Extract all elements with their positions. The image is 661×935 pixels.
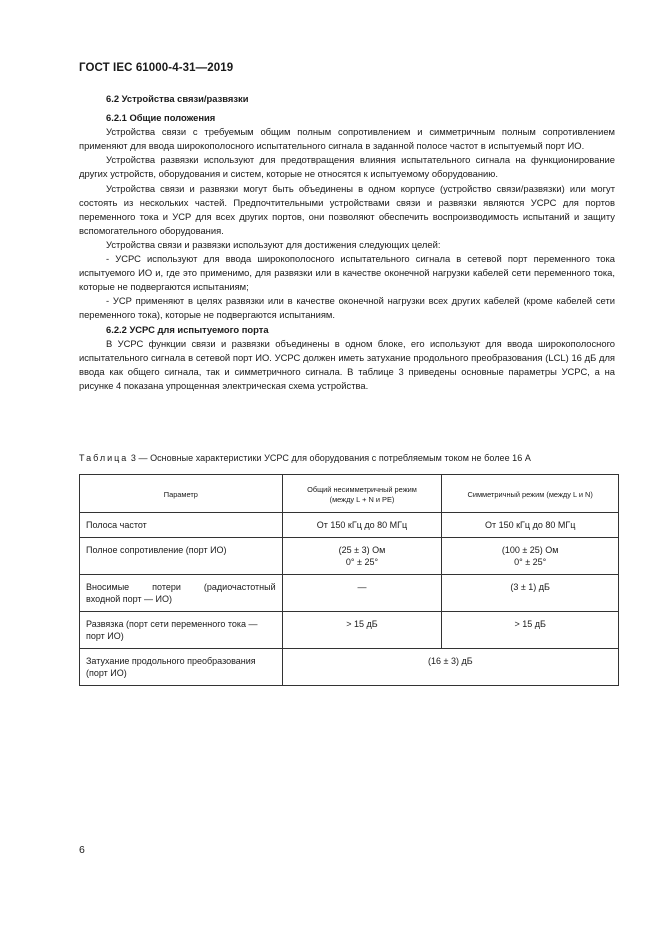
paragraph: Устройства развязки используют для предотвращения влияния испытательного сигнала на функционирование других устройств, оборудования и систем, которые не относятся к испытуемому оборудованию. <box>79 154 615 180</box>
row-param-line2: (порт ИО) <box>86 668 127 678</box>
row-param: Полное сопротивление (порт ИО) <box>80 538 283 575</box>
subsection-heading-cdn: 6.2.2 УСРС для испытуемого порта <box>106 323 269 335</box>
row-sym: (3 ± 1) дБ <box>442 575 619 612</box>
row-param <box>80 575 283 612</box>
document-header: ГОСТ IEC 61000-4-31—2019 <box>79 62 234 74</box>
header-common-line1: Общий несимметричный режим <box>307 484 417 494</box>
paragraph: Устройства связи и развязки используют для достижения следующих целей: <box>106 238 441 250</box>
table-row <box>80 575 619 612</box>
table-row <box>80 612 619 649</box>
paragraph: Устройства связи с требуемым общим полным сопротивлением и симметричным полным сопротивлением применяют для ввода широкополосного испытательного сигнала в заданной полосе частот в испытуемый порт ИО. <box>79 126 615 152</box>
header-cell-param: Параметр <box>80 475 283 513</box>
row-common: > 15 дБ <box>282 612 442 649</box>
row-param-line2: входной порт — ИО) <box>86 594 173 604</box>
section-heading: 6.2 Устройства связи/развязки <box>106 93 249 104</box>
row-common <box>282 538 442 575</box>
document-body <box>79 92 615 393</box>
row-merged-value: (16 ± 3) дБ <box>282 649 618 686</box>
table-caption <box>79 453 619 463</box>
row-param: Полоса частот <box>80 513 283 538</box>
row-param-line2: порт ИО) <box>86 631 124 641</box>
subsection-heading-general: 6.2.1 Общие положения <box>106 112 216 124</box>
row-param-line1: Развязка (порт сети переменного тока — <box>86 619 258 629</box>
row-sym <box>442 538 619 575</box>
row-sym-line2: 0° ± 25° <box>514 557 547 567</box>
row-common: От 150 кГц до 80 МГц <box>282 513 442 538</box>
header-common-line2: (между L + N и PE) <box>329 494 395 504</box>
table-row <box>80 649 619 686</box>
row-param-line1: Вносимые потери (радиочастотный <box>86 582 276 592</box>
table-caption-label: Таблица <box>79 453 129 463</box>
row-common-line2: 0° ± 25° <box>345 557 379 567</box>
row-sym-line1: (100 ± 25) Ом <box>501 545 559 555</box>
list-item: - УСР применяют в целях развязки или в качестве оконечной нагрузки всех других кабелей (кроме кабелей сети переменного тока), которые не подвергаются испытаниям. <box>79 295 615 321</box>
row-param <box>80 612 283 649</box>
list-item: - УСРС используют для ввода широкополосного испытательного сигнала в сетевой порт переменного тока испытуемого ИО и, где это применимо, для развязки или в качестве оконечной нагрузки кабелей сети переменного тока, которые не подвергаются испытаниям; <box>79 253 615 293</box>
row-sym: > 15 дБ <box>442 612 619 649</box>
paragraph: Устройства связи и развязки могут быть объединены в одном корпусе (устройство связи/развязки) или могут состоять из нескольких частей. Предпочтительными устройствами связи и развязки являются УСРС для портов переменного тока и УСР для всех других портов, они позволяют обеспечить воспроизводимость испытаний и защиту вспомогательного оборудования. <box>79 182 615 236</box>
header-cell-common <box>282 475 442 513</box>
table-caption-text: 3 — Основные характеристики УСРС для оборудования с потребляемым током не более 16 А <box>130 453 531 463</box>
parameters-table <box>79 474 619 686</box>
row-sym: От 150 кГц до 80 МГц <box>442 513 619 538</box>
page-number: 6 <box>79 844 85 856</box>
table-row <box>80 538 619 575</box>
row-param <box>80 649 283 686</box>
row-common: — <box>282 575 442 612</box>
paragraph: В УСРС функции связи и развязки объединены в одном блоке, его используют для ввода широкополосного испытательного сигнала в сетевой порт ИО. УСРС должен иметь затухание продольного преобразования (LCL) 16 дБ для ввода как общего сигнала, так и симметричного сигнала. В таблице 3 приведены основные параметры УСРС, а на рисунке 4 показана упрощенная электрическая схема устройства. <box>79 337 615 391</box>
table-header-row <box>80 475 619 513</box>
header-cell-sym: Симметричный режим (между L и N) <box>442 475 619 513</box>
row-param-line1: Затухание продольного преобразования <box>86 656 256 666</box>
table-row <box>80 513 619 538</box>
row-common-line1: (25 ± 3) Ом <box>338 545 386 555</box>
